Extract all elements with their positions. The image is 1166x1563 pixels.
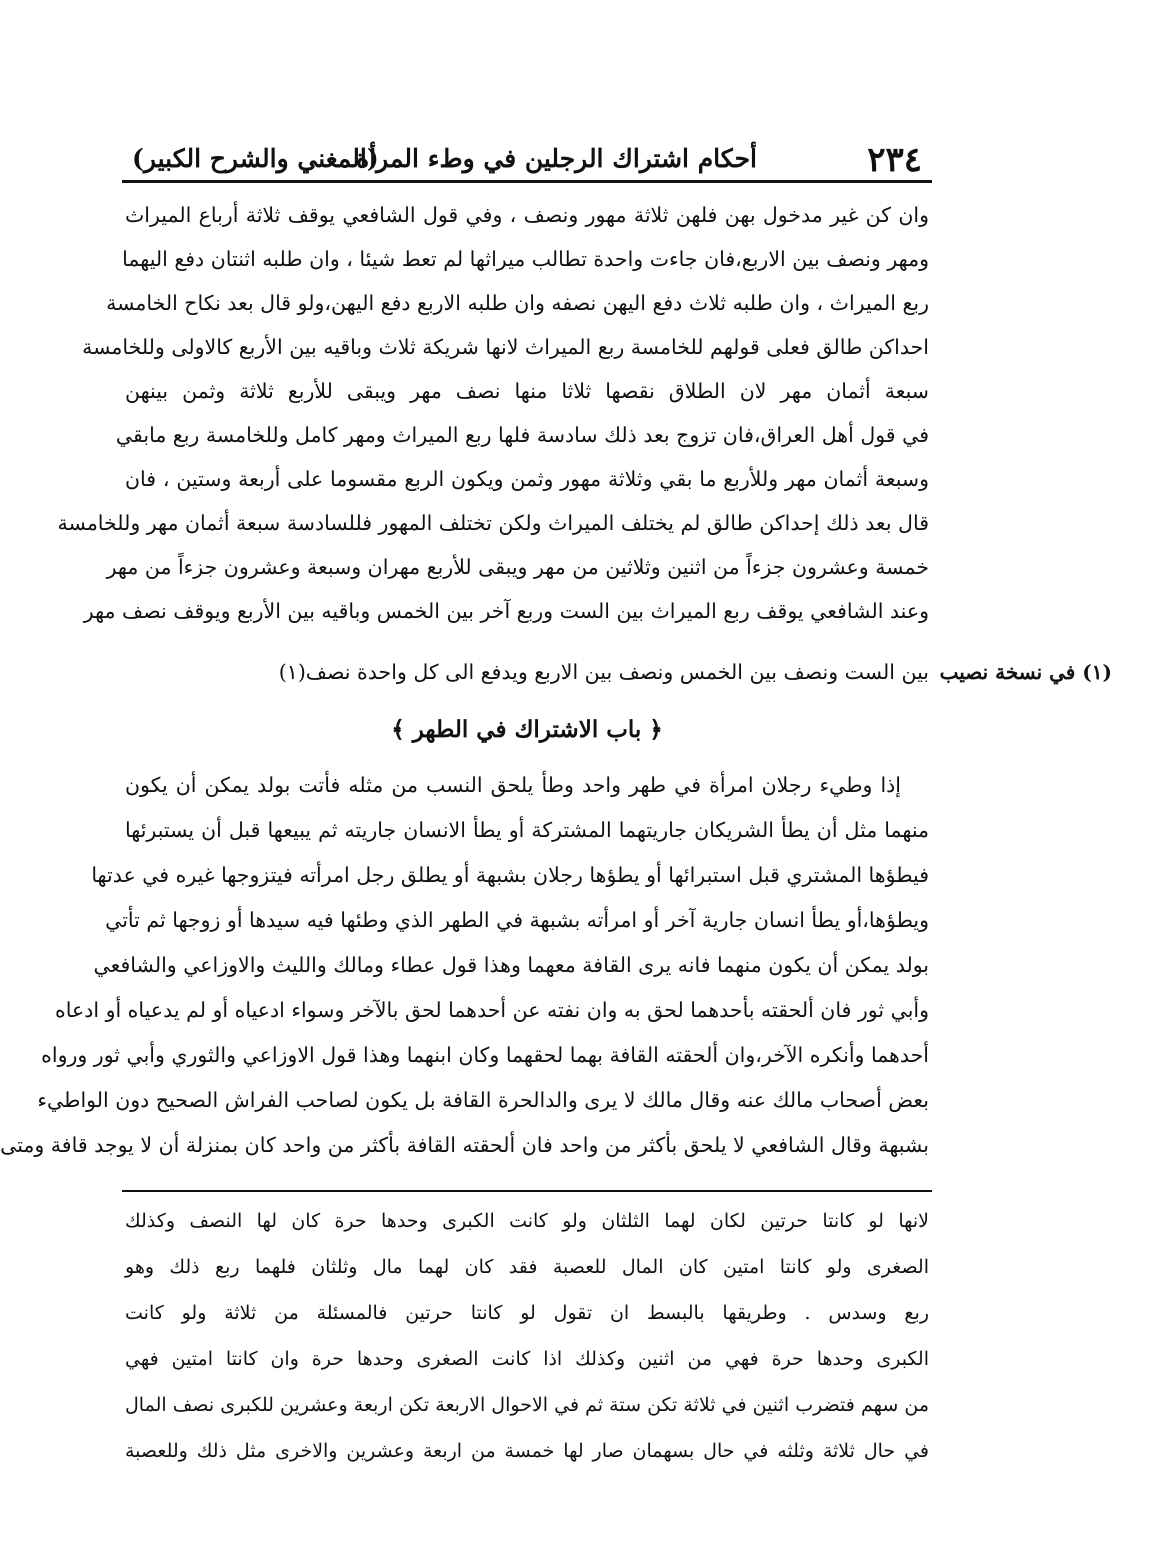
section-line: بولد يمكن أن يكون منهما فانه يرى القافة معهما وهذا قول عطاء ومالك والليث والاوزاعي والشافعي <box>93 953 929 977</box>
margin-note: (١) في نسخة نصيب <box>939 660 1112 684</box>
page-header <box>122 140 932 180</box>
body-line: ومهر ونصف بين الاربع،فان جاءت واحدة تطالب ميراثها لم تعط شيئا ، وان طلبه اثنتان دفع اليهما <box>122 247 929 271</box>
footnote-line: من سهم فتضرب اثنين في ثلاثة تكن ستة ثم في الاحوال الاربعة تكن اربعة وعشرين للكبرى نصف المال <box>125 1394 929 1416</box>
body-line: خمسة وعشرون جزءاً من اثنين وثلاثين من مهر ويبقى للأربع مهران وسبعة وعشرون جزءاً من مهر <box>106 555 929 579</box>
section-line: إذا وطيء رجلان امرأة في طهر واحد وطأ يلحق النسب من مثله فأتت بولد يمكن أن يكون <box>125 773 901 797</box>
header-divider <box>122 180 932 183</box>
body-line: وان كن غير مدخول بهن فلهن ثلاثة مهور ونصف ، وفي قول الشافعي يوقف ثلاثة أرباع الميراث <box>125 203 929 227</box>
section-line: بعض أصحاب مالك عنه وقال مالك لا يرى والدالحرة القافة بل يكون لصاحب الفراش الصحيح دون الواطيء <box>37 1088 929 1112</box>
body-line: قال بعد ذلك إحداكن طالق لم يختلف الميراث ولكن تختلف المهور فللسادسة سبعة أثمان مهر وللخامسة <box>57 511 929 535</box>
book-title: (المغني والشرح الكبير) <box>132 144 379 173</box>
body-line: احداكن طالق فعلى قولهم للخامسة ربع الميراث لانها شريكة ثلاث وباقيه بين الأربع كالاولى وللخامسة <box>82 335 929 359</box>
body-line: ربع الميراث ، وان طلبه ثلاث دفع اليهن نصفه وان طلبه الاربع دفع اليهن،ولو قال بعد نكاح الخامسة <box>106 291 929 315</box>
footnote-line: الصغرى ولو كانتا امتين كان المال للعصبة فقد كان لهما مال وثلثان فلهما ربع ذلك وهو <box>125 1256 929 1278</box>
body-line: في قول أهل العراق،فان تزوج بعد ذلك سادسة فلها ربع الميراث ومهر كامل وللخامسة ربع مابقي <box>115 423 929 447</box>
body-line: سبعة أثمان مهر لان الطلاق نقصها ثلاثا منها نصف مهر ويبقى للأربع ثلاثة وثمن بينهن <box>125 379 929 403</box>
section-line: ويطؤها،أو يطأ انسان جارية آخر أو امرأته بشبهة في الطهر الذي وطئها فيه سيدها أو زوجها ثم تأتي <box>105 908 929 932</box>
body-line: وسبعة أثمان مهر وللأربع ما بقي وثلاثة مهور وثمن ويكون الربع مقسوما على أربعة وستين ، فان <box>125 467 929 491</box>
footnote-line: ربع وسدس . وطريقها بالبسط ان تقول لو كانتا حرتين فالمسئلة من ثلاثة ولو كانت <box>125 1302 929 1324</box>
body-line: وعند الشافعي يوقف ربع الميراث بين الست وربع آخر بين الخمس وباقيه بين الأربع ويوقف نصف مهر <box>83 599 929 623</box>
section-line: فيطؤها المشتري قبل استبرائها أو يطؤها رجلان بشبهة أو يطلق رجل امرأته فيتزوجها غيره في عدتها <box>91 863 929 887</box>
footnote-line: لانها لو كانتا حرتين لكان لهما الثلثان ولو كانت الكبرى وحدها حرة كان لها النصف وكذلك <box>125 1210 929 1232</box>
section-heading: ﴿ باب الاشتراك في الطهر ﴾ <box>391 716 663 743</box>
body-line: بين الست ونصف بين الخمس ونصف بين الاربع ويدفع الى كل واحدة نصف(١) <box>278 660 929 684</box>
section-line: منهما مثل أن يطأ الشريكان جاريتهما المشتركة أو يطأ الانسان جاريته ثم يبيعها قبل أن يستبرئها <box>125 818 929 842</box>
section-line: بشبهة وقال الشافعي لا يلحق بأكثر من واحد فان ألحقته القافة بأكثر من واحد كان بمنزلة أن لا يوجد قافة ومتى <box>0 1133 929 1157</box>
section-line: وأبي ثور فان ألحقته بأحدهما لحق به وان نفته عن أحدهما لحق بالآخر وسواء ادعياه أو لم يدعياه أو ادعاه <box>55 998 929 1022</box>
running-title: أحكام اشتراك الرجلين في وطء المرأة <box>356 144 757 173</box>
footnote-line: الكبرى وحدها حرة فهي من اثنين وكذلك اذا كانت الصغرى وحدها حرة وان كانتا امتين فهي <box>125 1348 929 1370</box>
page-number: ٢٣٤ <box>867 140 922 180</box>
section-line: أحدهما وأنكره الآخر،وان ألحقته القافة بهما لحقهما وكان ابنهما وهذا قول الاوزاعي والثوري وأبي ثور ورواه <box>41 1043 929 1067</box>
footnote-divider <box>122 1190 932 1192</box>
footnote-line: في حال ثلاثة وثلثه في حال بسهمان صار لها خمسة من اربعة وعشرين والاخرى مثل ذلك وللعصبة <box>125 1440 929 1462</box>
